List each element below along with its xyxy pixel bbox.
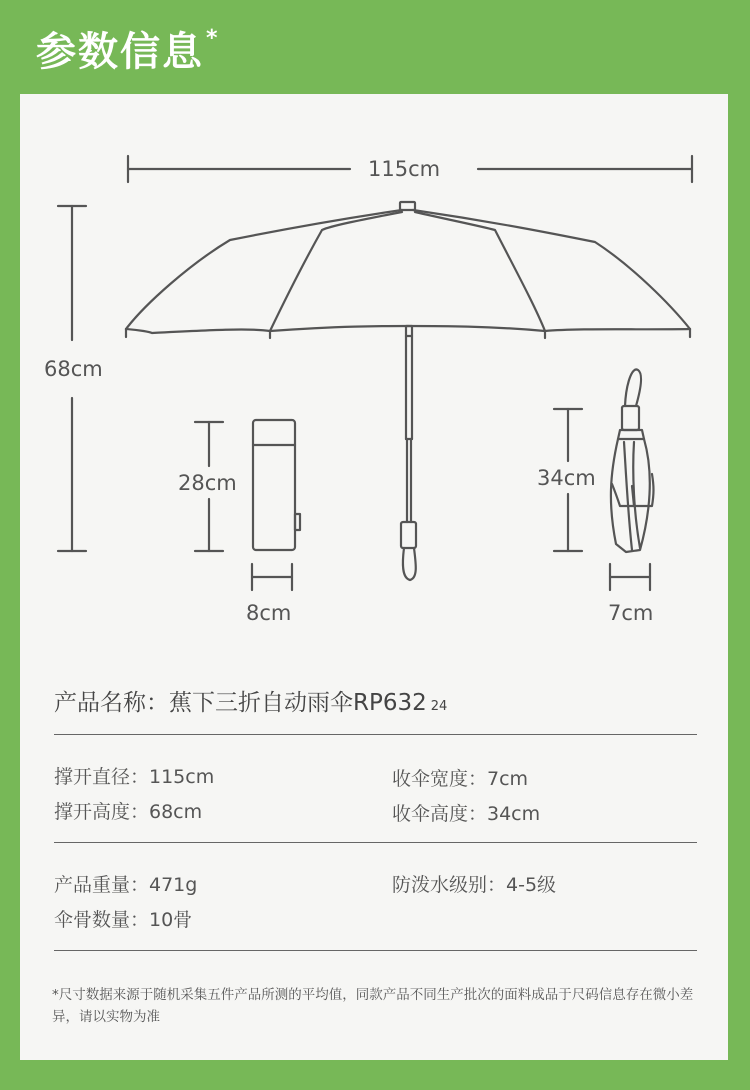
spec-open-diameter: 撑开直径：115cm <box>54 766 215 788</box>
folded-umbrella-drawing <box>611 369 654 552</box>
product-name-value: 蕉下三折自动雨伞RP632 <box>169 690 427 716</box>
folded-box-width-dimension <box>252 564 292 590</box>
footnote: *尺寸数据来源于随机采集五件产品所测的平均值，同款产品不同生产批次的面料成品于尺码信息存在微小差异，请以实物为准 <box>52 987 694 1025</box>
dimension-diagram <box>20 94 728 654</box>
page-title-text: 参数信息 <box>36 29 204 75</box>
folded-box-height-label: 28cm <box>178 471 237 495</box>
title-asterisk: * <box>206 25 220 51</box>
spec-folded-height: 收伞高度：34cm <box>392 803 541 825</box>
spec-ribs: 伞骨数量：10骨 <box>54 909 193 931</box>
folded-umbrella-width-dimension <box>610 564 650 590</box>
folded-umbrella-width-label: 7cm <box>608 601 654 625</box>
open-umbrella-drawing <box>126 202 690 580</box>
divider <box>54 950 697 951</box>
folded-box-drawing <box>253 420 300 550</box>
spec-card <box>20 94 728 1060</box>
spec-weight: 产品重量：471g <box>54 874 198 896</box>
product-name-suffix: 24 <box>430 699 448 714</box>
page-title <box>36 20 220 77</box>
product-name-label: 产品名称： <box>54 690 169 716</box>
divider <box>54 842 697 843</box>
divider <box>54 734 697 735</box>
spec-open-height: 撑开高度：68cm <box>54 801 203 823</box>
folded-umbrella-height-label: 34cm <box>537 466 596 490</box>
width-label: 115cm <box>368 157 441 181</box>
height-label: 68cm <box>44 357 103 381</box>
product-name <box>54 684 447 717</box>
folded-box-width-label: 8cm <box>246 601 292 625</box>
spec-folded-width: 收伞宽度：7cm <box>392 768 529 790</box>
spec-waterproof: 防泼水级别：4-5级 <box>392 874 557 896</box>
